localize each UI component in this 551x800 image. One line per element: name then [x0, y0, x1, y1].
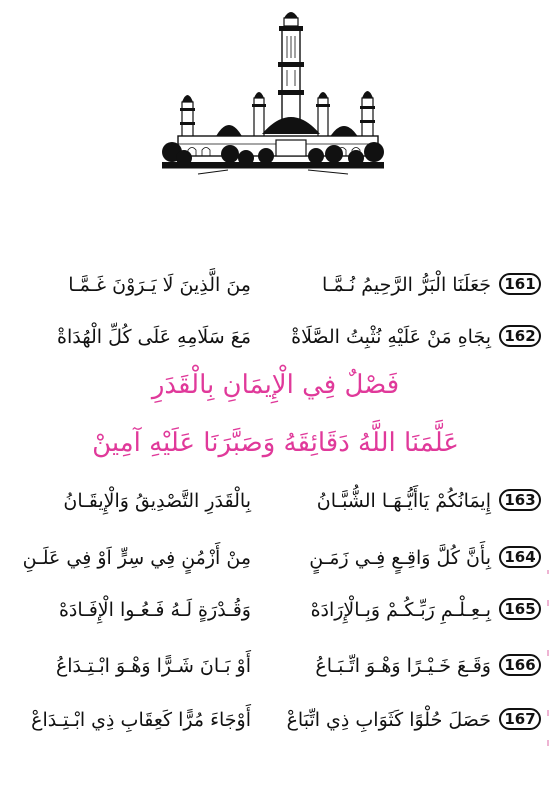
section-title: فَصْلٌ فِي الْإِيمَانِ بِالْقَدَرِ	[151, 370, 400, 400]
verse-row	[0, 594, 551, 628]
verse-row	[0, 321, 551, 355]
verse-row	[0, 650, 551, 684]
verse-second-hemistich: أَوْ بَـانَ شَـرًّا وَهْـوَ ابْـتِـدَاعُ	[55, 655, 251, 677]
verse-number: 165	[499, 598, 541, 620]
verse-row	[0, 485, 551, 519]
verse-number: 163	[499, 489, 541, 511]
verse-number: 162	[499, 325, 541, 347]
verse-first-hemistich: بِأَنَّ كُلَّ وَاقِـعٍ فِـي زَمَـنٍ	[309, 547, 491, 569]
verse-second-hemistich: أَوْجَاءَ مُرًّا كَعِقَابِ ذِي ابْـتِـدَاعْ	[31, 709, 251, 731]
section-subtitle: عَلَّمَنَا اللَّهُ دَقَائِقَهُ وَصَبَّرَنَا عَلَيْهِ آمِينْ	[92, 428, 459, 458]
verse-number: 161	[499, 273, 541, 295]
verse-row	[0, 542, 551, 576]
verse-row	[0, 704, 551, 738]
verse-first-hemistich: جَعَلَنَا الْبَرُّ الرَّحِيمُ نُـمَّـا	[322, 274, 491, 296]
verse-second-hemistich: وَقُـدْرَةٍ لَـهُ فَـعُـوا الْإِفَـادَهْ	[58, 599, 251, 621]
verse-number: 167	[499, 708, 541, 730]
verse-second-hemistich: مَعَ سَلَامِهِ عَلَى كُلِّ الْهُدَاةْ	[57, 326, 251, 348]
verse-second-hemistich: مِنَ الَّذِينَ لَا يَـرَوْنَ غَـمَّـا	[68, 274, 251, 296]
mosque-icon	[158, 6, 388, 178]
verse-second-hemistich: بِالْقَدَرِ التَّصْدِيقُ وَالْإِيقَـانُ	[63, 490, 251, 512]
verse-second-hemistich: مِنْ أَزْمُنٍ فِي سِرٍّ اَوْ فِي عَلَـنِ	[22, 547, 251, 569]
verse-first-hemistich: بِجَاهِ مَنْ عَلَيْهِ نُثْبِتُ الصَّلَاةْ	[291, 326, 491, 348]
verse-first-hemistich: بِـعِـلْـمِ رَبِّـكُـمْ وَبِـالْإِرَادَهْ	[310, 599, 491, 621]
verse-number: 164	[499, 546, 541, 568]
verse-first-hemistich: إِيمَانُكُمْ يَاأَيُّـهَـا الشُّبَّـانُ	[316, 490, 491, 512]
verse-first-hemistich: حَصَلَ حُلْوًا كَثَوَابِ ذِي اتِّبَاعْ	[286, 709, 491, 731]
page-edge-marks	[545, 560, 551, 760]
verse-first-hemistich: وَقَـعَ خَـيْـرًا وَهْـوَ اتِّـبَـاعُ	[315, 655, 491, 677]
verse-number: 166	[499, 654, 541, 676]
verse-row	[0, 269, 551, 303]
